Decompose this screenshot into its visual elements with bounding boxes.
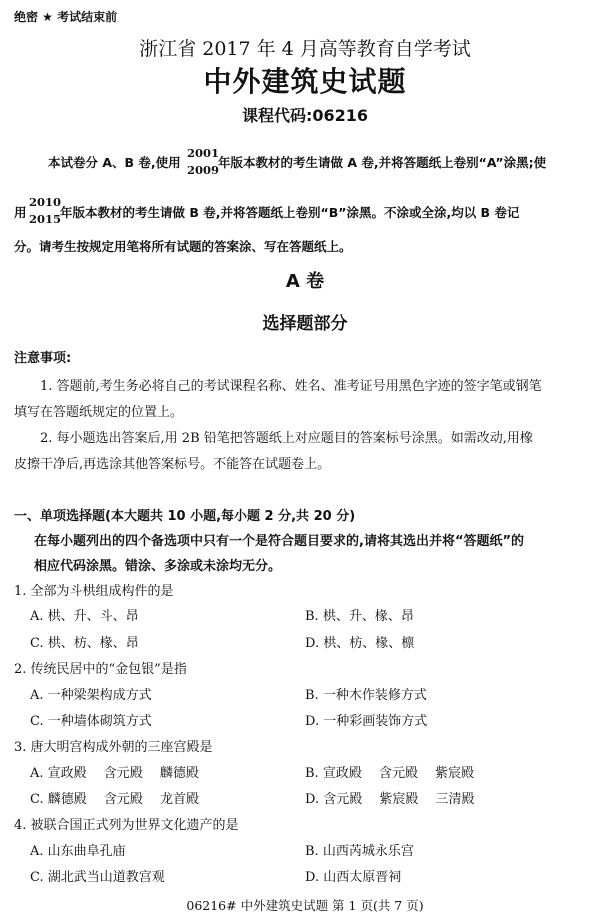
question-1-stem: 1. 全部为斗栱组成构件的是 bbox=[14, 584, 174, 599]
section-instruction-line-1: 在每小题列出的四个备选项中只有一个是符合题目要求的,请将其选出并将“答题纸”的 bbox=[34, 534, 525, 549]
confidential-label: 绝密 ★ 考试结束前 bbox=[14, 10, 118, 24]
question-3-option-b: B. 宣政殿 含元殿 紫宸殿 bbox=[305, 766, 475, 781]
question-2-option-b: B. 一种木作装修方式 bbox=[305, 688, 427, 703]
question-4-option-c: C. 湖北武当山道教宫观 bbox=[30, 870, 165, 885]
intro-line-2a: 用 bbox=[14, 205, 27, 220]
question-3-option-a: A. 宣政殿 含元殿 麟德殿 bbox=[30, 766, 199, 781]
section-instruction-line-2: 相应代码涂黑。错涂、多涂或未涂均无分。 bbox=[34, 559, 282, 574]
paper-title: 中外建筑史试题 bbox=[203, 65, 407, 98]
course-code: 课程代码:06216 bbox=[241, 106, 369, 125]
question-4-option-b: B. 山西芮城永乐宫 bbox=[305, 844, 414, 859]
note-2-line-2: 皮擦干净后,再选涂其他答案标号。不能答在试题卷上。 bbox=[14, 457, 331, 472]
exam-title: 浙江省 2017 年 4 月高等教育自学考试 bbox=[139, 38, 471, 60]
question-4-option-a: A. 山东曲阜孔庙 bbox=[30, 844, 126, 859]
intro-line-1b: 年版本教材的考生请做 A 卷,并将答题纸上卷别“A”涂黑;使 bbox=[218, 155, 547, 170]
question-2-option-a: A. 一种梁架构成方式 bbox=[30, 688, 152, 703]
question-1-option-d: D. 栱、枋、椽、檩 bbox=[305, 636, 415, 651]
intro-line-1a: 本试卷分 A、B 卷,使用 bbox=[48, 155, 181, 170]
question-3-stem: 3. 唐大明宫构成外朝的三座宫殿是 bbox=[14, 740, 213, 755]
question-2-stem: 2. 传统民居中的“金包银”是指 bbox=[14, 662, 187, 677]
question-2-option-c: C. 一种墙体砌筑方式 bbox=[30, 714, 152, 729]
section-title: 一、单项选择题(本大题共 10 小题,每小题 2 分,共 20 分) bbox=[14, 509, 356, 524]
intro-fraction-1-top: 2001 bbox=[187, 146, 220, 160]
intro-line-3: 分。请考生按规定用笔将所有试题的答案涂、写在答题纸上。 bbox=[14, 239, 352, 254]
question-1-option-c: C. 栱、枋、椽、昂 bbox=[30, 636, 139, 651]
question-4-stem: 4. 被联合国正式列为世界文化遗产的是 bbox=[14, 818, 239, 833]
question-4-option-d: D. 山西太原晋祠 bbox=[305, 870, 402, 885]
part-title: 选择题部分 bbox=[262, 314, 348, 334]
question-2-option-d: D. 一种彩画装饰方式 bbox=[305, 714, 428, 729]
question-1-option-a: A. 栱、升、斗、昂 bbox=[30, 609, 139, 624]
note-1-line-1: 1. 答题前,考生务必将自己的考试课程名称、姓名、准考证号用黑色字迹的签字笔或钢笔 bbox=[40, 379, 542, 394]
intro-line-2b: 年版本教材的考生请做 B 卷,并将答题纸上卷别“B”涂黑。不涂或全涂,均以 B 卷记 bbox=[60, 205, 520, 220]
intro-fraction-2-bottom: 2015 bbox=[29, 212, 62, 226]
intro-fraction-2-top: 2010 bbox=[29, 195, 62, 209]
note-1-line-2: 填写在答题纸规定的位置上。 bbox=[14, 405, 184, 420]
question-1-option-b: B. 栱、升、椽、昂 bbox=[305, 609, 414, 624]
volume-title: A 卷 bbox=[285, 271, 325, 292]
question-3-option-d: D. 含元殿 紫宸殿 三清殿 bbox=[305, 792, 475, 807]
intro-fraction-1-bottom: 2009 bbox=[187, 163, 220, 177]
question-3-option-c: C. 麟德殿 含元殿 龙首殿 bbox=[30, 792, 200, 807]
note-2-line-1: 2. 每小题选出答案后,用 2B 铅笔把答题纸上对应题目的答案标号涂黑。如需改动,用橡 bbox=[40, 431, 533, 446]
page-footer: 06216# 中外建筑史试题 第 1 页(共 7 页) bbox=[186, 898, 424, 913]
notes-heading: 注意事项: bbox=[14, 351, 72, 366]
